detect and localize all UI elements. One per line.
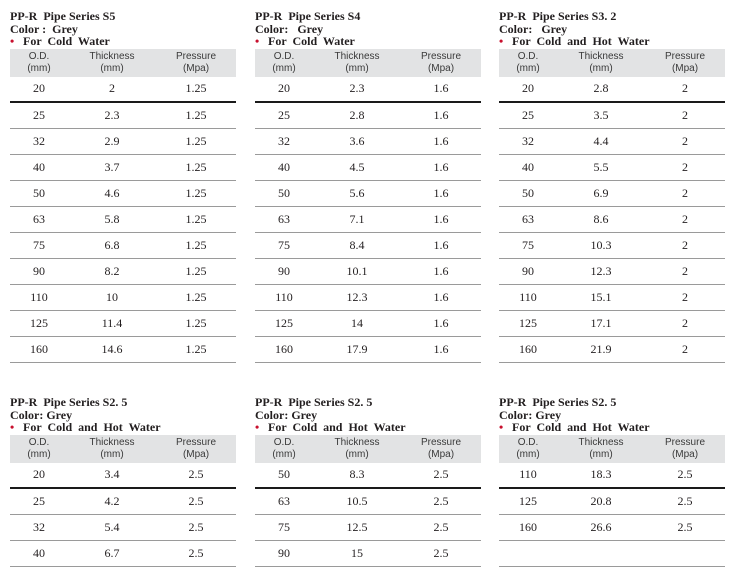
od-cell: 125	[10, 310, 68, 336]
pressure-cell: 1.25	[156, 258, 236, 284]
thickness-cell: 5.4	[68, 514, 156, 540]
spec-table	[255, 49, 481, 363]
table-row	[499, 540, 725, 566]
pressure-cell: 2.5	[156, 540, 236, 566]
usage-text: For Cold and Hot Water	[512, 420, 650, 434]
thickness-cell: 15	[313, 540, 401, 566]
od-cell: 110	[255, 284, 313, 310]
pressure-header	[645, 49, 725, 77]
thickness-header	[313, 49, 401, 77]
thickness-cell: 5.5	[557, 154, 645, 180]
bullet-icon: •	[499, 420, 504, 434]
pressure-cell: 1.25	[156, 128, 236, 154]
pressure-header	[156, 49, 236, 77]
table-row	[499, 514, 725, 540]
table-header-row	[255, 49, 481, 77]
series-title: PP-R Pipe Series S3. 2	[499, 9, 617, 23]
pressure-cell: 1.25	[156, 102, 236, 129]
od-cell: 20	[499, 77, 557, 102]
od-cell: 50	[10, 180, 68, 206]
od-cell: 125	[255, 310, 313, 336]
thickness-cell: 8.2	[68, 258, 156, 284]
pressure-header	[401, 435, 481, 463]
od-header	[499, 49, 557, 77]
pressure-cell: 2	[645, 154, 725, 180]
pressure-cell: 2	[645, 102, 725, 129]
thickness-header-line: Thickness	[578, 51, 624, 62]
pressure-cell: 1.6	[401, 180, 481, 206]
table-row	[10, 488, 236, 515]
series-color: Color: Grey	[255, 407, 318, 422]
pressure-cell: 2	[645, 310, 725, 336]
thickness-cell: 2.3	[313, 77, 401, 102]
table-row	[255, 336, 481, 362]
series-usage	[255, 421, 481, 434]
thickness-cell: 3.7	[68, 154, 156, 180]
usage-text: For Cold Water	[268, 34, 355, 48]
od-header	[10, 49, 68, 77]
thickness-cell: 17.9	[313, 336, 401, 362]
od-cell: 40	[255, 154, 313, 180]
table-row	[255, 154, 481, 180]
spec-table	[499, 49, 725, 363]
od-cell: 25	[10, 102, 68, 129]
table-header-row	[499, 435, 725, 463]
thickness-header	[68, 49, 156, 77]
pressure-header-line: (Mpa)	[671, 449, 699, 460]
pressure-cell: 1.25	[156, 206, 236, 232]
thickness-cell: 12.3	[313, 284, 401, 310]
pressure-cell: 1.25	[156, 310, 236, 336]
pressure-cell: 1.25	[156, 77, 236, 102]
pressure-cell: 1.25	[156, 232, 236, 258]
pressure-cell: 2	[645, 77, 725, 102]
table-row	[10, 154, 236, 180]
od-cell: 25	[499, 102, 557, 129]
usage-text: For Cold Water	[23, 34, 110, 48]
pipe-series-table-3	[499, 10, 725, 363]
od-header-line: O.D.	[28, 437, 50, 448]
pipe-series-table-6	[499, 396, 725, 567]
table-row	[499, 180, 725, 206]
pressure-header-line: Pressure	[420, 437, 461, 448]
pressure-cell: 1.6	[401, 128, 481, 154]
od-cell: 160	[499, 336, 557, 362]
pressure-cell: 2.5	[156, 463, 236, 488]
od-cell: 20	[10, 463, 68, 488]
series-usage	[10, 421, 236, 434]
pipe-series-table-2	[255, 10, 481, 363]
table-row	[499, 128, 725, 154]
thickness-cell: 2	[68, 77, 156, 102]
thickness-cell: 10.3	[557, 232, 645, 258]
table-row	[10, 102, 236, 129]
od-header-line: (mm)	[516, 63, 540, 74]
table-row	[10, 128, 236, 154]
od-cell: 75	[255, 514, 313, 540]
pressure-cell: 2.5	[156, 488, 236, 515]
thickness-cell: 14	[313, 310, 401, 336]
od-cell: 90	[255, 258, 313, 284]
table-row	[499, 336, 725, 362]
table-header-row	[10, 435, 236, 463]
od-cell: 25	[255, 102, 313, 129]
table-header-row	[10, 49, 236, 77]
thickness-header-line: Thickness	[334, 51, 380, 62]
pressure-cell: 2	[645, 284, 725, 310]
spec-table	[499, 435, 725, 567]
series-color: Color : Grey	[10, 21, 78, 36]
table-row	[499, 284, 725, 310]
thickness-cell: 5.6	[313, 180, 401, 206]
usage-text: For Cold and Hot Water	[23, 420, 161, 434]
od-cell: 32	[499, 128, 557, 154]
thickness-header	[557, 49, 645, 77]
series-title: PP-R Pipe Series S5	[10, 9, 116, 23]
table-row	[499, 232, 725, 258]
table-row	[10, 258, 236, 284]
thickness-header-line: Thickness	[89, 51, 135, 62]
od-cell: 110	[10, 284, 68, 310]
od-cell: 32	[255, 128, 313, 154]
thickness-header-line: (mm)	[345, 449, 369, 460]
od-cell: 20	[10, 77, 68, 102]
thickness-header	[313, 435, 401, 463]
table-row	[255, 310, 481, 336]
od-header-line: O.D.	[28, 51, 50, 62]
thickness-cell: 6.7	[68, 540, 156, 566]
thickness-cell: 8.3	[313, 463, 401, 488]
thickness-header	[557, 435, 645, 463]
pressure-header-line: (Mpa)	[427, 63, 455, 74]
pressure-header-line: Pressure	[175, 437, 216, 448]
thickness-cell: 2.9	[68, 128, 156, 154]
pressure-cell: 2	[645, 336, 725, 362]
od-cell: 75	[255, 232, 313, 258]
od-cell: 50	[255, 463, 313, 488]
thickness-cell: 3.4	[68, 463, 156, 488]
thickness-header-line: (mm)	[589, 63, 613, 74]
thickness-cell: 6.8	[68, 232, 156, 258]
od-cell: 90	[255, 540, 313, 566]
od-cell: 40	[10, 154, 68, 180]
od-cell: 63	[499, 206, 557, 232]
thickness-cell: 20.8	[557, 488, 645, 515]
table-row	[255, 514, 481, 540]
od-cell: 75	[10, 232, 68, 258]
series-color: Color: Grey	[499, 407, 562, 422]
table-row	[255, 102, 481, 129]
pressure-cell: 1.6	[401, 102, 481, 129]
table-row	[255, 540, 481, 566]
pressure-header-line: Pressure	[664, 51, 705, 62]
pressure-header-line: (Mpa)	[182, 63, 210, 74]
od-header-line: (mm)	[516, 449, 540, 460]
od-cell: 63	[255, 206, 313, 232]
thickness-cell: 10	[68, 284, 156, 310]
od-cell: 25	[10, 488, 68, 515]
table-row	[499, 463, 725, 488]
thickness-cell: 6.9	[557, 180, 645, 206]
pressure-cell: 1.6	[401, 258, 481, 284]
table-row	[499, 154, 725, 180]
thickness-cell: 12.3	[557, 258, 645, 284]
table-row	[255, 284, 481, 310]
pressure-cell: 2.5	[401, 488, 481, 515]
series-title: PP-R Pipe Series S2. 5	[499, 395, 617, 409]
pressure-cell	[645, 540, 725, 566]
od-cell: 40	[499, 154, 557, 180]
table-row	[10, 180, 236, 206]
spec-table	[255, 435, 481, 567]
od-header-line: O.D.	[273, 51, 295, 62]
pressure-cell: 1.6	[401, 154, 481, 180]
thickness-header	[68, 435, 156, 463]
pressure-header-line: Pressure	[664, 437, 705, 448]
table-row	[255, 258, 481, 284]
series-title: PP-R Pipe Series S2. 5	[255, 395, 373, 409]
pressure-cell: 1.6	[401, 206, 481, 232]
series-color: Color: Grey	[255, 21, 324, 36]
pressure-cell: 1.25	[156, 180, 236, 206]
thickness-cell: 8.6	[557, 206, 645, 232]
series-usage	[499, 35, 725, 48]
pressure-cell: 2	[645, 258, 725, 284]
thickness-header-line: Thickness	[89, 437, 135, 448]
thickness-cell: 10.1	[313, 258, 401, 284]
bullet-icon: •	[10, 34, 15, 48]
table-row	[255, 488, 481, 515]
pressure-cell: 2.5	[401, 540, 481, 566]
od-header-line: (mm)	[272, 63, 296, 74]
thickness-cell: 4.6	[68, 180, 156, 206]
thickness-cell: 3.6	[313, 128, 401, 154]
od-cell: 50	[499, 180, 557, 206]
series-usage	[499, 421, 725, 434]
od-cell: 90	[10, 258, 68, 284]
od-cell: 40	[10, 540, 68, 566]
pressure-header-line: Pressure	[420, 51, 461, 62]
series-usage	[10, 35, 236, 48]
table-row	[255, 128, 481, 154]
od-header	[255, 435, 313, 463]
pressure-cell: 2.5	[401, 514, 481, 540]
od-header-line: (mm)	[27, 449, 51, 460]
pressure-cell: 2.5	[645, 463, 725, 488]
usage-text: For Cold and Hot Water	[512, 34, 650, 48]
od-cell: 160	[499, 514, 557, 540]
thickness-cell: 4.4	[557, 128, 645, 154]
table-row	[10, 514, 236, 540]
pressure-cell: 2.5	[645, 514, 725, 540]
table-row	[10, 77, 236, 102]
series-title: PP-R Pipe Series S4	[255, 9, 361, 23]
table-row	[10, 232, 236, 258]
table-row	[499, 206, 725, 232]
od-header	[10, 435, 68, 463]
pressure-header-line: (Mpa)	[182, 449, 210, 460]
table-row	[255, 206, 481, 232]
pressure-cell: 1.6	[401, 77, 481, 102]
spec-table	[10, 49, 236, 363]
thickness-cell: 11.4	[68, 310, 156, 336]
table-header-row	[499, 49, 725, 77]
pressure-cell: 1.25	[156, 154, 236, 180]
series-color: Color: Grey	[10, 407, 73, 422]
series-title: PP-R Pipe Series S2. 5	[10, 395, 128, 409]
series-usage	[255, 35, 481, 48]
od-header	[499, 435, 557, 463]
pressure-header-line: (Mpa)	[671, 63, 699, 74]
od-header-line: (mm)	[272, 449, 296, 460]
thickness-cell: 18.3	[557, 463, 645, 488]
pressure-header	[401, 49, 481, 77]
od-header	[255, 49, 313, 77]
bullet-icon: •	[499, 34, 504, 48]
series-color: Color: Grey	[499, 21, 568, 36]
pressure-cell: 2.5	[156, 514, 236, 540]
od-cell: 160	[255, 336, 313, 362]
thickness-header-line: Thickness	[578, 437, 624, 448]
od-header-line: O.D.	[273, 437, 295, 448]
od-cell: 63	[255, 488, 313, 515]
pressure-cell: 2	[645, 206, 725, 232]
table-row	[10, 540, 236, 566]
thickness-cell: 26.6	[557, 514, 645, 540]
od-cell: 75	[499, 232, 557, 258]
thickness-cell: 4.5	[313, 154, 401, 180]
thickness-cell: 4.2	[68, 488, 156, 515]
table-row	[10, 284, 236, 310]
od-cell	[499, 540, 557, 566]
table-row	[10, 310, 236, 336]
pressure-cell: 1.6	[401, 232, 481, 258]
pipe-series-table-4	[10, 396, 236, 567]
thickness-cell: 15.1	[557, 284, 645, 310]
thickness-cell: 2.8	[313, 102, 401, 129]
od-cell: 32	[10, 128, 68, 154]
thickness-cell: 12.5	[313, 514, 401, 540]
bullet-icon: •	[255, 420, 260, 434]
pressure-cell: 1.25	[156, 284, 236, 310]
od-cell: 160	[10, 336, 68, 362]
table-row	[499, 258, 725, 284]
pressure-cell: 2.5	[401, 463, 481, 488]
table-row	[499, 310, 725, 336]
od-cell: 110	[499, 463, 557, 488]
bullet-icon: •	[255, 34, 260, 48]
thickness-header-line: Thickness	[334, 437, 380, 448]
pressure-cell: 2	[645, 180, 725, 206]
od-cell: 32	[10, 514, 68, 540]
table-row	[10, 336, 236, 362]
od-header-line: O.D.	[517, 437, 539, 448]
thickness-cell: 2.8	[557, 77, 645, 102]
thickness-cell: 17.1	[557, 310, 645, 336]
thickness-cell: 3.5	[557, 102, 645, 129]
pressure-cell: 1.25	[156, 336, 236, 362]
thickness-cell: 2.3	[68, 102, 156, 129]
spec-table	[10, 435, 236, 567]
thickness-header-line: (mm)	[345, 63, 369, 74]
table-row	[499, 77, 725, 102]
pressure-header-line: Pressure	[175, 51, 216, 62]
thickness-header-line: (mm)	[100, 449, 124, 460]
pressure-cell: 1.6	[401, 336, 481, 362]
pipe-series-table-5	[255, 396, 481, 567]
thickness-cell: 14.6	[68, 336, 156, 362]
od-cell: 20	[255, 77, 313, 102]
table-row	[499, 102, 725, 129]
pressure-cell: 2	[645, 128, 725, 154]
thickness-cell: 5.8	[68, 206, 156, 232]
od-cell: 90	[499, 258, 557, 284]
table-row	[255, 232, 481, 258]
thickness-cell: 8.4	[313, 232, 401, 258]
table-row	[255, 463, 481, 488]
od-cell: 50	[255, 180, 313, 206]
pressure-cell: 2.5	[645, 488, 725, 515]
bullet-icon: •	[10, 420, 15, 434]
od-cell: 63	[10, 206, 68, 232]
thickness-cell	[557, 540, 645, 566]
od-header-line: O.D.	[517, 51, 539, 62]
pressure-header	[156, 435, 236, 463]
table-row	[255, 77, 481, 102]
pipe-series-table-1	[10, 10, 236, 363]
table-header-row	[255, 435, 481, 463]
table-row	[10, 463, 236, 488]
pressure-cell: 1.6	[401, 284, 481, 310]
od-cell: 110	[499, 284, 557, 310]
thickness-cell: 21.9	[557, 336, 645, 362]
table-row	[255, 180, 481, 206]
thickness-header-line: (mm)	[100, 63, 124, 74]
od-header-line: (mm)	[27, 63, 51, 74]
od-cell: 125	[499, 488, 557, 515]
usage-text: For Cold and Hot Water	[268, 420, 406, 434]
pressure-cell: 2	[645, 232, 725, 258]
table-row	[499, 488, 725, 515]
pressure-cell: 1.6	[401, 310, 481, 336]
thickness-cell: 7.1	[313, 206, 401, 232]
thickness-cell: 10.5	[313, 488, 401, 515]
pressure-header-line: (Mpa)	[427, 449, 455, 460]
thickness-header-line: (mm)	[589, 449, 613, 460]
table-row	[10, 206, 236, 232]
pressure-header	[645, 435, 725, 463]
od-cell: 125	[499, 310, 557, 336]
